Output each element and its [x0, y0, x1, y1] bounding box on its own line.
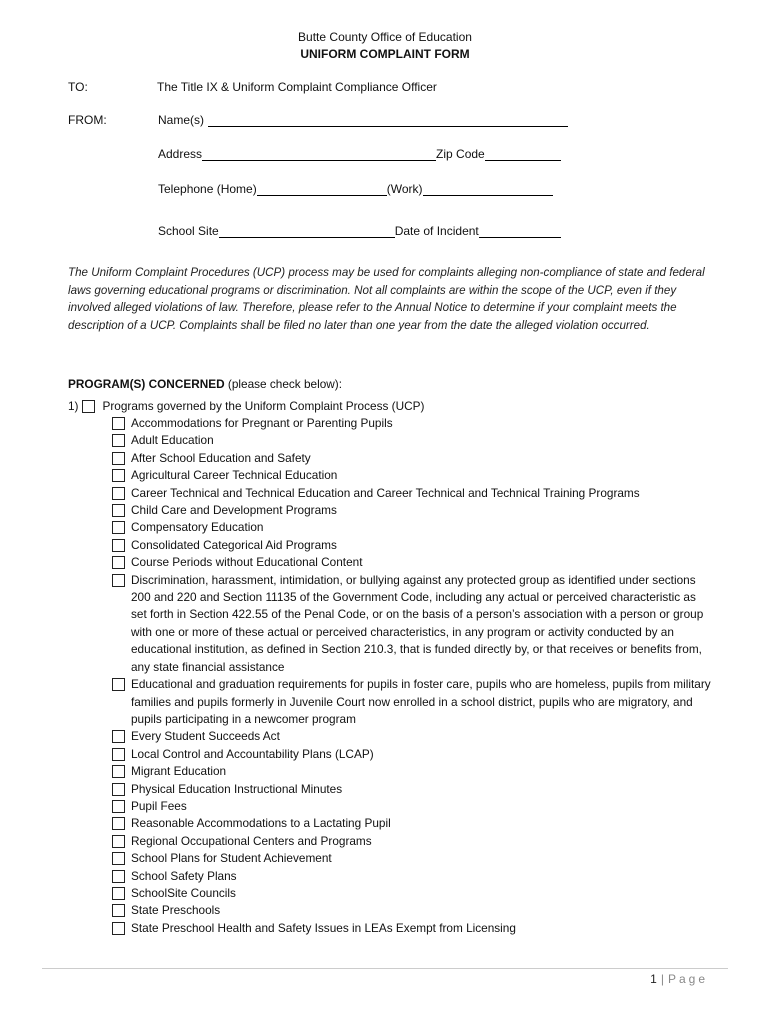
program-checkbox[interactable] — [112, 452, 125, 465]
program-checkbox[interactable] — [112, 539, 125, 552]
section-number: 1) — [68, 399, 79, 413]
program-checkbox[interactable] — [112, 783, 125, 796]
names-input-line[interactable] — [208, 113, 568, 127]
program-item — [112, 415, 712, 432]
program-item — [112, 746, 712, 763]
program-checkbox[interactable] — [112, 904, 125, 917]
program-label: Migrant Education — [131, 764, 227, 779]
program-item — [112, 798, 712, 815]
telephone-work-input-line[interactable] — [423, 182, 553, 196]
program-checkbox[interactable] — [112, 487, 125, 500]
program-item — [112, 728, 712, 745]
telephone-work-label: (Work) — [386, 182, 423, 196]
program-checkbox[interactable] — [112, 469, 125, 482]
school-site-label: School Site — [158, 224, 219, 238]
program-item — [112, 868, 712, 885]
program-label: Pupil Fees — [131, 798, 187, 813]
names-field — [158, 113, 568, 127]
organization-name: Butte County Office of Education — [298, 30, 472, 44]
names-label: Name(s) — [158, 113, 205, 127]
program-item — [112, 519, 712, 536]
program-checkbox[interactable] — [112, 817, 125, 830]
program-checkbox[interactable] — [112, 870, 125, 883]
program-label: Educational and graduation requirements for pupils in foster care, pupils who are homeless, pupils from military families and pupils formerly in Juvenile Court now enrolled in a school district, pupils who are migratory, and pupils participating in a newcomer program — [131, 677, 711, 726]
program-checkbox[interactable] — [112, 765, 125, 778]
program-item — [112, 833, 712, 850]
program-label: State Preschool Health and Safety Issues in LEAs Exempt from Licensing — [131, 920, 516, 935]
program-item — [112, 432, 712, 449]
program-checkbox[interactable] — [112, 922, 125, 935]
form-title: UNIFORM COMPLAINT FORM — [300, 47, 470, 61]
zip-input-line[interactable] — [485, 147, 561, 161]
program-item — [112, 781, 712, 798]
from-label: FROM: — [68, 113, 107, 127]
program-checkbox[interactable] — [112, 748, 125, 761]
program-label: Compensatory Education — [131, 520, 264, 535]
program-label: School Safety Plans — [131, 868, 237, 883]
program-label: Local Control and Accountability Plans (LCAP) — [131, 746, 374, 761]
to-recipient: The Title IX & Uniform Complaint Compliance Officer — [157, 80, 437, 94]
program-item — [112, 502, 712, 519]
date-of-incident-input-line[interactable] — [479, 224, 561, 238]
program-item — [112, 485, 712, 502]
program-checkbox[interactable] — [112, 521, 125, 534]
program-label: Discrimination, harassment, intimidation, or bullying against any protected group as identified under sections 200 and 220 and Section 11135 of the Government Code, including any actual or perceived characteristic as set forth in Section 422.55 of the Penal Code, or on the basis of a person’s association with a person or group with one or more of these actual or perceived characteristics, in any program or activity conducted by an educational institution, as defined in Section 210.3, that is funded directly by, or that receives or benefits from, any state financial assistance — [131, 572, 704, 674]
program-label: State Preschools — [131, 903, 221, 918]
programs-heading — [68, 377, 342, 391]
program-checkbox[interactable] — [112, 887, 125, 900]
programs-heading-bold: PROGRAM(S) CONCERNED — [68, 377, 225, 391]
program-item — [112, 850, 712, 867]
program-item — [112, 920, 712, 937]
program-item — [112, 676, 712, 728]
zip-label: Zip Code — [436, 147, 485, 161]
program-label: Adult Education — [131, 433, 214, 448]
program-label: After School Education and Safety — [131, 450, 311, 465]
program-item — [112, 467, 712, 484]
page-word: Page — [667, 972, 708, 986]
program-item — [112, 572, 712, 676]
school-site-field — [158, 224, 561, 238]
ucp-intro-paragraph: The Uniform Complaint Procedures (UCP) process may be used for complaints alleging non-compliance of state and federal laws governing educational programs or discrimination. Not all complaints are within the scope of the UCP, even if they involved alleged violations of law. Therefore, please refer to the Annual Notice to determine if your complaint meets the description of a UCP. Complaints shall be filed no later than one year from the date the alleged violation occurred. — [68, 266, 705, 332]
program-label: Reasonable Accommodations to a Lactating Pupil — [131, 816, 391, 831]
program-item — [112, 554, 712, 571]
program-label: Regional Occupational Centers and Programs — [131, 833, 372, 848]
school-site-input-line[interactable] — [219, 224, 395, 238]
program-checkbox[interactable] — [112, 852, 125, 865]
ucp-section-row — [68, 399, 424, 413]
telephone-home-input-line[interactable] — [257, 182, 387, 196]
ucp-section-label: Programs governed by the Uniform Complaint Process (UCP) — [102, 399, 425, 413]
address-label: Address — [158, 147, 203, 161]
program-label: Course Periods without Educational Content — [131, 555, 363, 570]
program-checkbox[interactable] — [112, 556, 125, 569]
telephone-field — [158, 182, 553, 196]
telephone-home-label: Telephone (Home) — [158, 182, 257, 196]
footer-divider — [42, 968, 728, 969]
programs-heading-note: (please check below): — [224, 377, 343, 391]
to-label: TO: — [68, 80, 88, 94]
program-item — [112, 815, 712, 832]
program-label: Accommodations for Pregnant or Parenting Pupils — [131, 416, 393, 430]
program-label: Agricultural Career Technical Education — [131, 468, 338, 483]
program-checkbox[interactable] — [112, 730, 125, 743]
program-label: Every Student Succeeds Act — [131, 729, 280, 744]
program-checkbox-list — [112, 415, 712, 937]
program-label: SchoolSite Councils — [131, 885, 236, 900]
program-checkbox[interactable] — [112, 504, 125, 517]
program-checkbox[interactable] — [112, 835, 125, 848]
date-of-incident-label: Date of Incident — [394, 224, 479, 238]
page-footer — [650, 972, 708, 986]
program-item — [112, 902, 712, 919]
program-label: Child Care and Development Programs — [131, 503, 337, 518]
program-label: School Plans for Student Achievement — [131, 851, 332, 866]
program-checkbox[interactable] — [112, 434, 125, 447]
program-item — [112, 763, 712, 780]
program-checkbox[interactable] — [112, 417, 125, 430]
program-checkbox[interactable] — [112, 574, 125, 587]
program-item — [112, 885, 712, 902]
program-item — [112, 450, 712, 467]
page-separator: | — [660, 972, 664, 986]
program-label: Consolidated Categorical Aid Programs — [131, 537, 337, 552]
address-field — [158, 147, 561, 161]
program-checkbox[interactable] — [112, 800, 125, 813]
ucp-section-checkbox[interactable] — [82, 400, 95, 413]
page-number: 1 — [650, 972, 657, 986]
program-label: Career Technical and Technical Education and Career Technical and Technical Training Programs — [131, 485, 640, 500]
address-input-line[interactable] — [202, 147, 436, 161]
program-label: Physical Education Instructional Minutes — [131, 781, 343, 796]
program-item — [112, 537, 712, 554]
program-checkbox[interactable] — [112, 678, 125, 691]
